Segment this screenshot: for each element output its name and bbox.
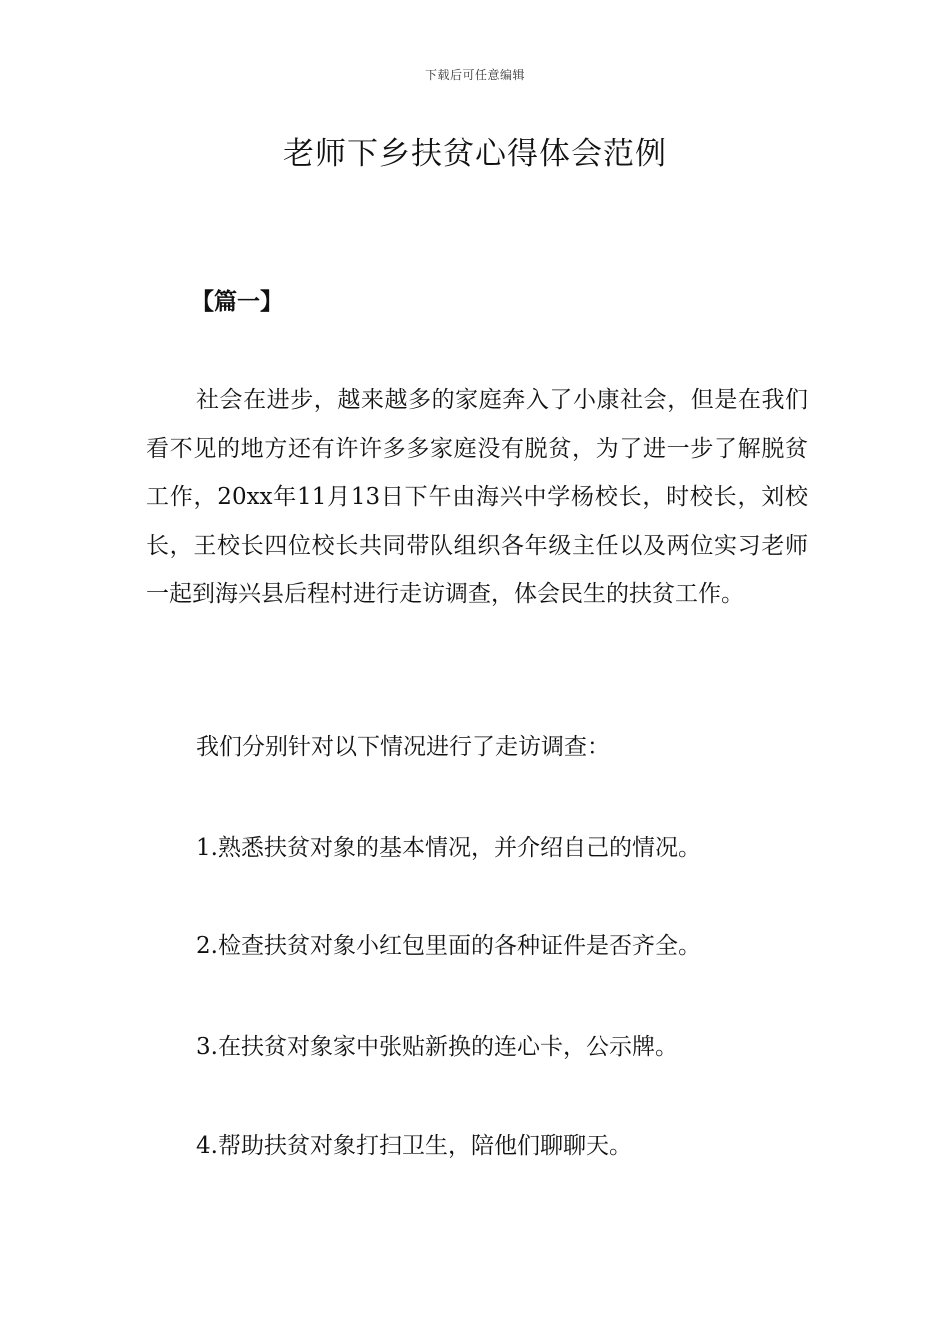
list-item: 4.帮助扶贫对象打扫卫生，陪他们聊聊天。 bbox=[196, 1133, 632, 1159]
list-item: 2.检查扶贫对象小红包里面的各种证件是否齐全。 bbox=[196, 933, 701, 959]
section-label: 【篇一】 bbox=[191, 289, 283, 315]
list-item: 3.在扶贫对象家中张贴新换的连心卡，公示牌。 bbox=[196, 1034, 678, 1060]
header-note: 下载后可任意编辑 bbox=[424, 68, 525, 82]
paragraph-1: 社会在进步，越来越多的家庭奔入了小康社会，但是在我们看不见的地方还有许许多多家庭没有脱贫，为了进一步了解脱贫工作，20xx年11月13日下午由海兴中学杨校长，时校长，刘校长，王校长四位校长共同带队组织各年级主任以及两位实习老师一起到海兴县后程村进行走访调查，体会民生的扶贫工作。 bbox=[146, 387, 808, 607]
paragraph-intro: 我们分别针对以下情况进行了走访调查： bbox=[196, 734, 610, 760]
list-item: 1.熟悉扶贫对象的基本情况，并介绍自己的情况。 bbox=[196, 835, 701, 861]
document-title: 老师下乡扶贫心得体会范例 bbox=[283, 136, 667, 172]
